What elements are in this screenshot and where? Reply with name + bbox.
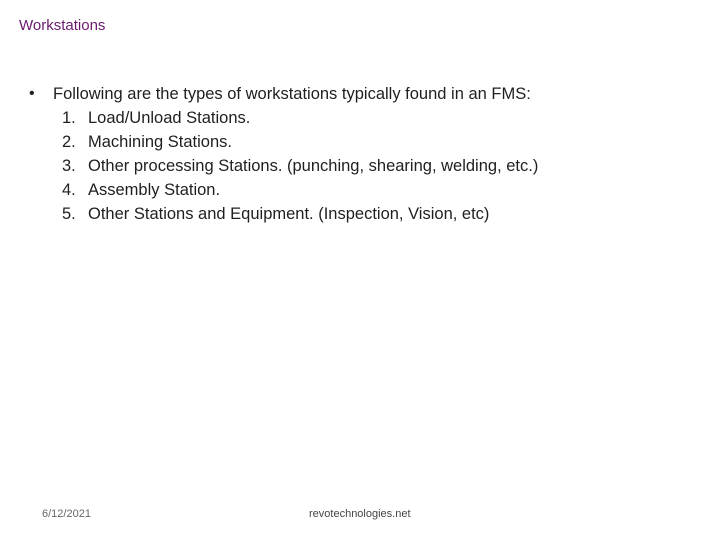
- slide-title: Workstations: [19, 17, 106, 34]
- list-item: [29, 106, 699, 130]
- list-item: [29, 202, 699, 226]
- workstation-list: [29, 106, 699, 226]
- list-item-number: 3.: [62, 157, 76, 175]
- list-item-text: Assembly Station.: [88, 181, 221, 199]
- list-item-text: Machining Stations.: [88, 133, 232, 151]
- list-item-number: 4.: [62, 181, 76, 199]
- list-item-number: 2.: [62, 133, 76, 151]
- list-item-number: 5.: [62, 205, 76, 223]
- bullet-icon: •: [29, 85, 35, 102]
- list-item-text: Load/Unload Stations.: [88, 109, 251, 127]
- footer-website: revotechnologies.net: [309, 508, 411, 520]
- list-item-text: Other processing Stations. (punching, shearing, welding, etc.): [88, 157, 539, 175]
- footer-date: 6/12/2021: [42, 508, 91, 520]
- list-item: [29, 154, 699, 178]
- list-item: [29, 130, 699, 154]
- list-item-text: Other Stations and Equipment. (Inspection, Vision, etc): [88, 205, 490, 223]
- list-item: [29, 178, 699, 202]
- list-item-number: 1.: [62, 109, 76, 127]
- bullet-point: [29, 82, 699, 106]
- slide-content: [29, 82, 699, 226]
- bullet-text: Following are the types of workstations typically found in an FMS:: [53, 85, 531, 103]
